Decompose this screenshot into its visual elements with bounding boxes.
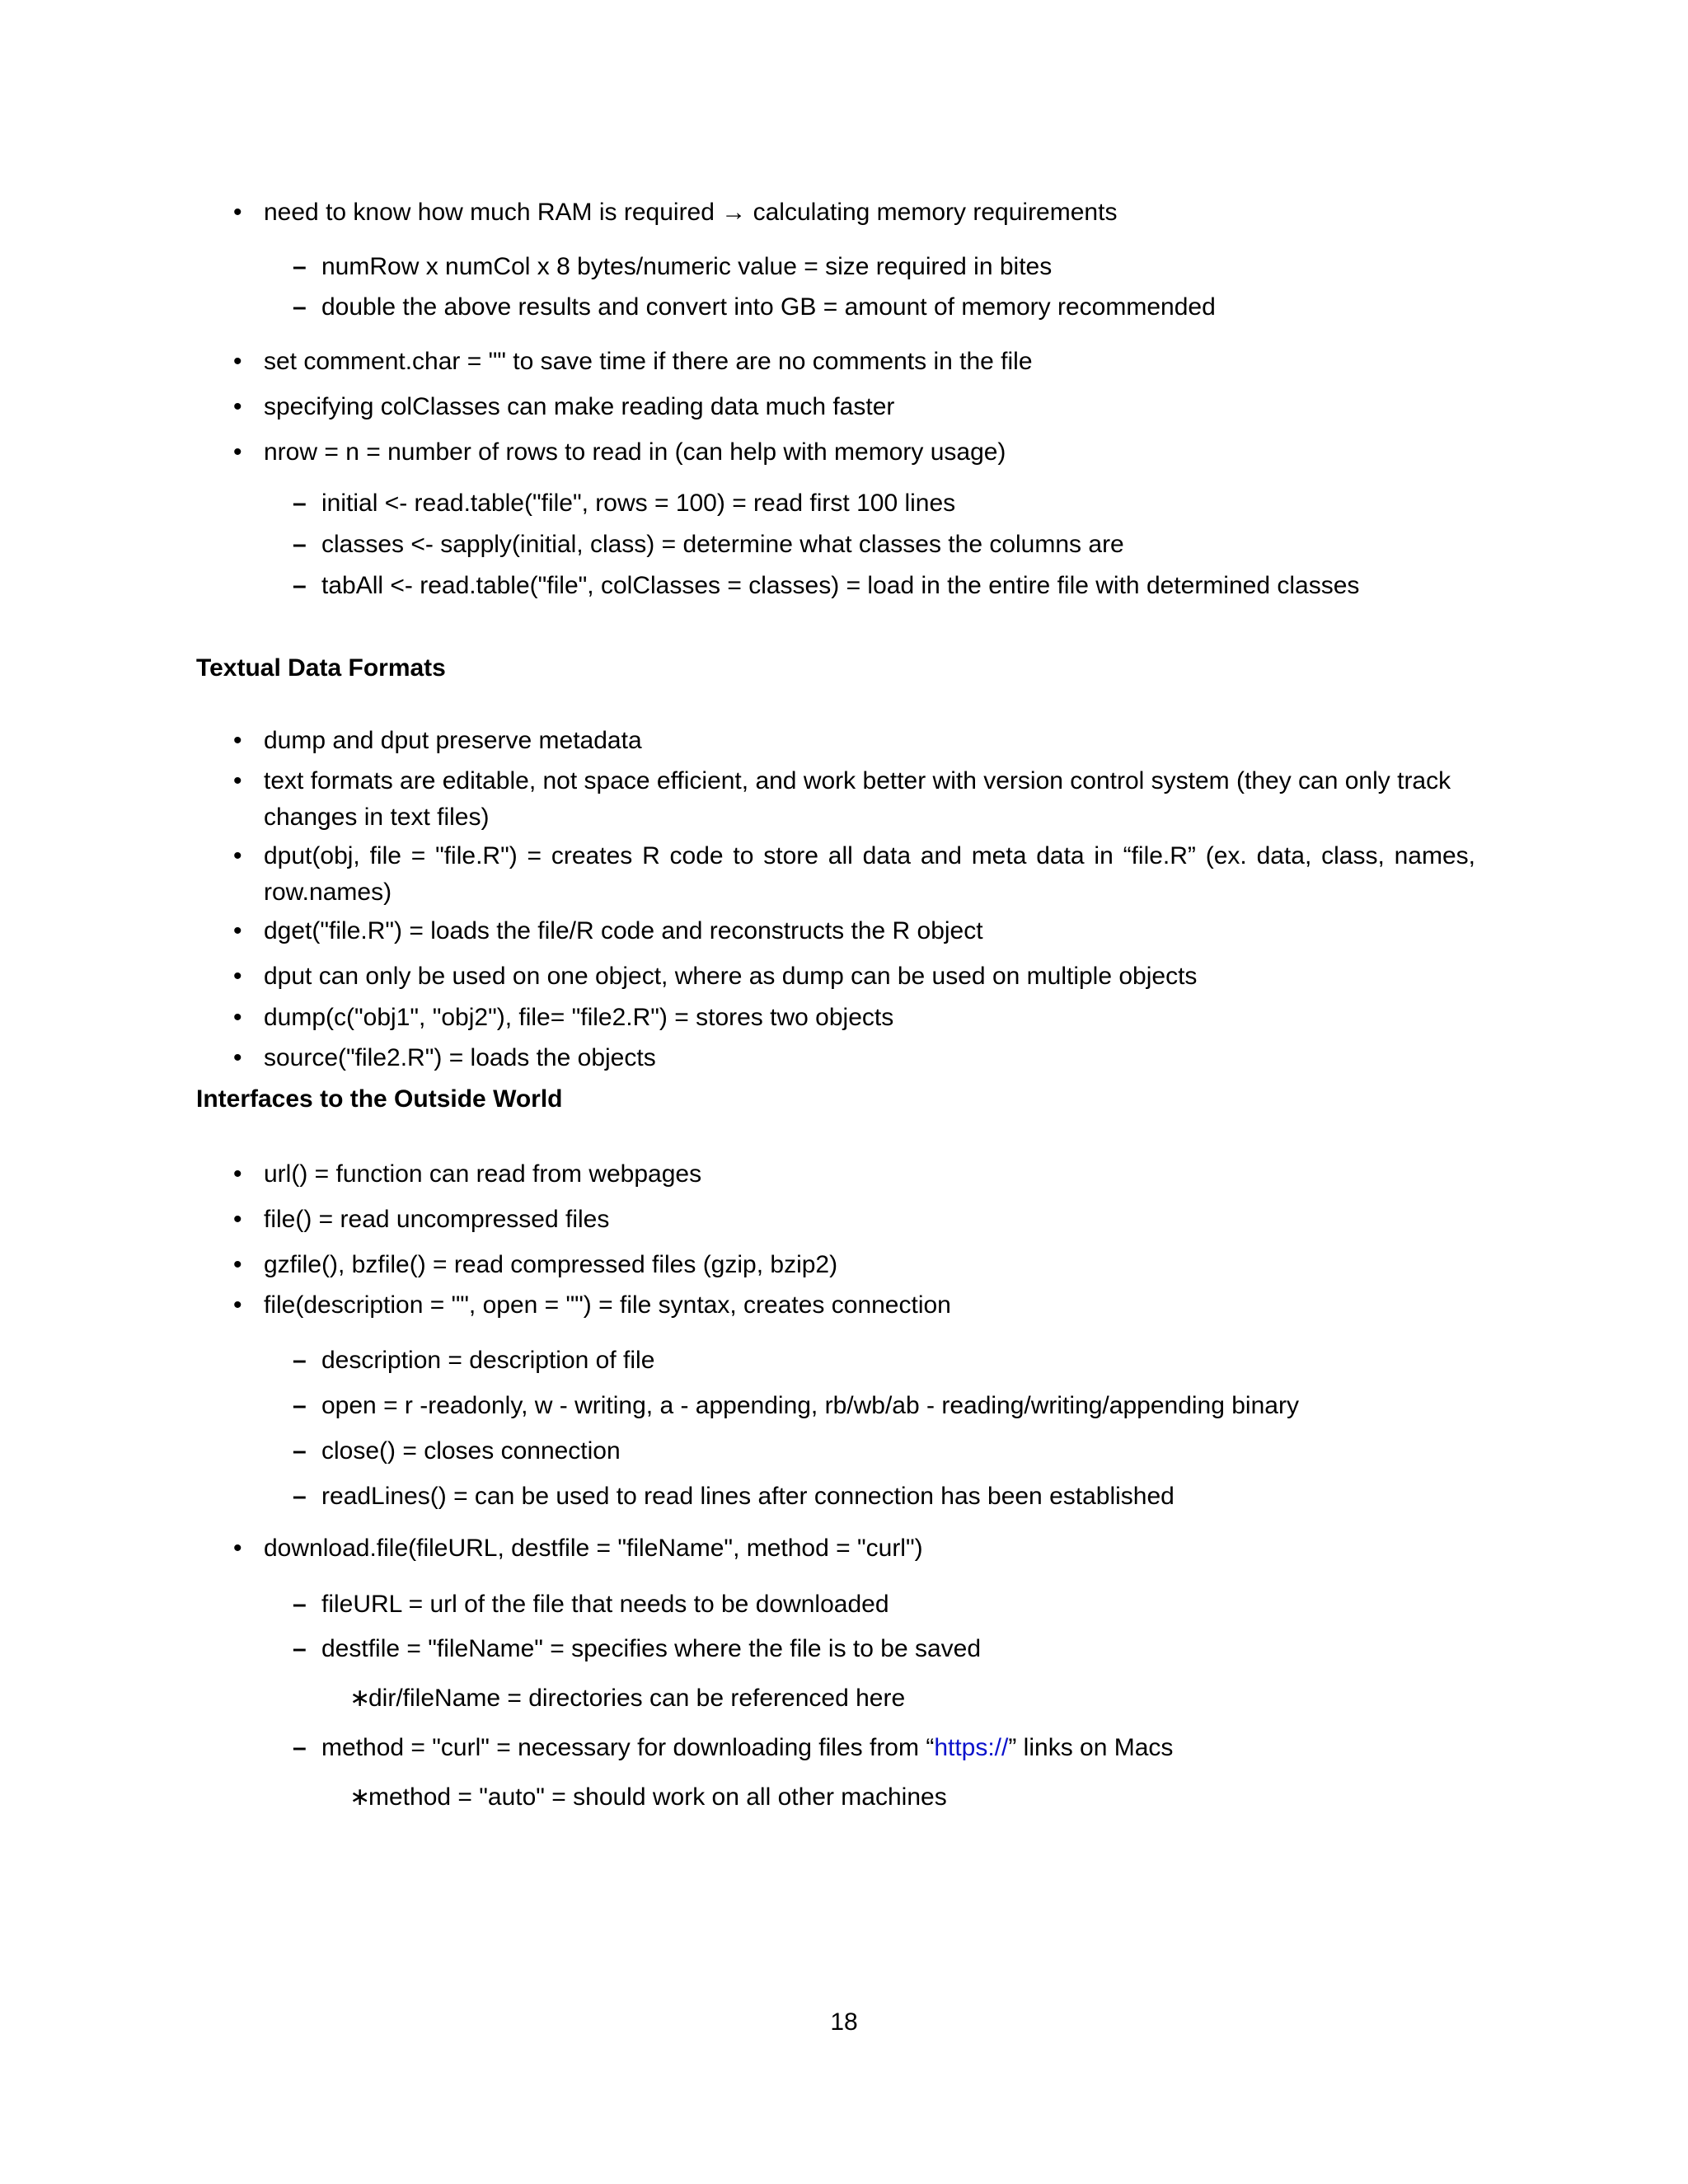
list-item: initial <- read.table("file", rows = 100) = read first 100 lines — [321, 490, 956, 517]
dash-bullet: – — [293, 253, 307, 280]
dash-bullet: – — [293, 1591, 307, 1618]
method-curl-text-end: ” links on Macs — [1008, 1734, 1174, 1761]
list-item: dump(c("obj1", "obj2"), file= "file2.R") = stores two objects — [264, 1004, 894, 1031]
dash-bullet: – — [293, 572, 307, 599]
list-item: numRow x numCol x 8 bytes/numeric value = size required in bites — [321, 253, 1053, 280]
list-item: classes <- sapply(initial, class) = determine what classes the columns are — [321, 531, 1124, 558]
bullet: • — [233, 842, 242, 869]
list-item: url() = function can read from webpages — [264, 1160, 702, 1188]
page-number: 18 — [830, 2008, 858, 2036]
section-heading: Textual Data Formats — [196, 654, 446, 682]
list-item: file(description = "", open = "") = file syntax, creates connection — [264, 1291, 951, 1319]
list-item: method = "auto" = should work on all other machines — [368, 1783, 947, 1811]
dash-bullet: – — [293, 1392, 307, 1419]
list-item: gzfile(), bzfile() = read compressed files (gzip, bzip2) — [264, 1251, 838, 1278]
bullet: • — [233, 199, 242, 226]
dash-bullet: – — [293, 1635, 307, 1662]
bullet: • — [233, 1160, 242, 1188]
bullet: • — [233, 438, 242, 466]
list-item: dir/fileName = directories can be referenced here — [368, 1685, 906, 1712]
list-item: dput(obj, file = "file.R") = creates R code to store all data and meta data in “file.R” (ex. data, class, names, row.names) — [264, 842, 1475, 906]
section-heading: Interfaces to the Outside World — [196, 1085, 563, 1113]
bullet: • — [233, 917, 242, 944]
dash-bullet: – — [293, 1347, 307, 1374]
list-item: close() = closes connection — [321, 1437, 621, 1465]
dash-bullet: – — [293, 490, 307, 517]
list-item: destfile = "fileName" = specifies where the file is to be saved — [321, 1635, 982, 1662]
bullet: • — [233, 393, 242, 420]
list-item: nrow = n = number of rows to read in (can help with memory usage) — [264, 438, 1006, 466]
list-item: dget("file.R") = loads the file/R code and reconstructs the R object — [264, 917, 983, 944]
bullet: • — [233, 1291, 242, 1319]
list-item: specifying colClasses can make reading data much faster — [264, 393, 895, 420]
list-item: open = r -readonly, w - writing, a - appending, rb/wb/ab - reading/writing/appending binary — [321, 1392, 1299, 1419]
bullet: • — [233, 1251, 242, 1278]
dash-bullet: – — [293, 531, 307, 558]
bullet: • — [233, 348, 242, 375]
star-bullet: ∗ — [349, 1685, 371, 1712]
dash-bullet: – — [293, 1437, 307, 1465]
dash-bullet: – — [293, 1734, 307, 1761]
list-item: download.file(fileURL, destfile = "fileName", method = "curl") — [264, 1535, 923, 1562]
bullet: • — [233, 767, 242, 794]
star-bullet: ∗ — [349, 1783, 371, 1811]
https-link[interactable]: https:// — [934, 1734, 1009, 1761]
list-item: tabAll <- read.table("file", colClasses = classes) = load in the entire file with determined classes — [321, 572, 1360, 599]
list-item: source("file2.R") = loads the objects — [264, 1044, 656, 1071]
bullet: • — [233, 1206, 242, 1233]
list-item: text formats are editable, not space efficient, and work better with version control system (they can only track changes in text files) — [264, 767, 1451, 831]
bullet: • — [233, 1004, 242, 1031]
list-item: double the above results and convert into GB = amount of memory recommended — [321, 293, 1216, 321]
list-item: readLines() = can be used to read lines after connection has been established — [321, 1483, 1175, 1510]
list-item: dump and dput preserve metadata — [264, 727, 642, 754]
dash-bullet: – — [293, 1483, 307, 1510]
bullet: • — [233, 727, 242, 754]
list-item — [321, 1730, 1688, 1766]
list-item: dput can only be used on one object, where as dump can be used on multiple objects — [264, 963, 1198, 990]
list-item: need to know how much RAM is required → calculating memory requirements — [264, 199, 1118, 226]
bullet: • — [233, 1535, 242, 1562]
bullet: • — [233, 1044, 242, 1071]
dash-bullet: – — [293, 293, 307, 321]
method-curl-text: method = "curl" = necessary for downloading files from “ — [321, 1734, 935, 1761]
list-item: set comment.char = "" to save time if there are no comments in the file — [264, 348, 1033, 375]
bullet: • — [233, 963, 242, 990]
list-item: fileURL = url of the file that needs to be downloaded — [321, 1591, 889, 1618]
list-item: description = description of file — [321, 1347, 655, 1374]
list-item: file() = read uncompressed files — [264, 1206, 610, 1233]
